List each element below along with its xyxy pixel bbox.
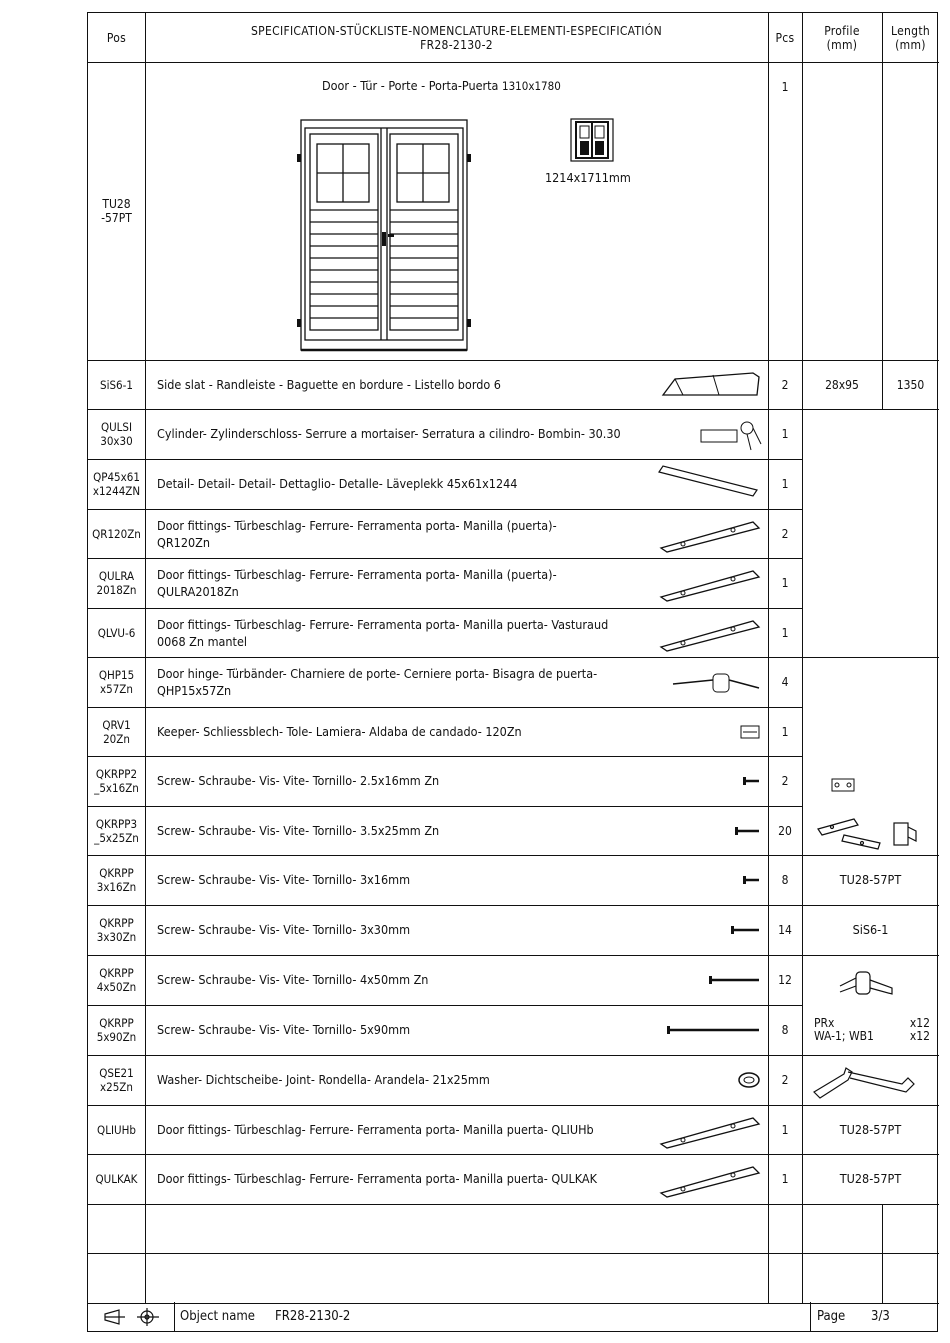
row-description: Washer- Dichtscheibe- Joint- Rondella- Arandela- 21x25mm — [157, 1072, 490, 1087]
object-label: Object name — [180, 1309, 255, 1324]
row-note-qty: x12 — [909, 1029, 930, 1043]
row-pos: QULKAK — [95, 1171, 138, 1186]
page-value: 3/3 — [871, 1309, 890, 1324]
row-pcs: 2 — [781, 773, 789, 788]
object-name: FR28-2130-2 — [275, 1309, 351, 1324]
row-description: Door fittings- Türbeschlag- Ferrure- Ferramenta porta- Manilla (puerta)- QR120Zn — [157, 517, 557, 550]
header-pcs: Pcs — [775, 30, 795, 45]
door-inner-size: 1214x1711mm — [545, 170, 631, 185]
row-pcs: 2 — [781, 526, 789, 541]
row-description: Side slat - Randleiste - Baguette en bordure - Listello bordo 6 — [157, 377, 501, 392]
row-description: Door hinge- Türbänder- Charniere de porte- Cerniere porta- Bisagra de puerta- QHP15x57Zn — [157, 665, 598, 698]
hardware-illustration-icon — [653, 464, 763, 504]
row-pos: QKRPP3 _5x25Zn — [94, 816, 139, 845]
header-profile-label: Profile — [824, 23, 860, 38]
row-note: TU28-57PT — [839, 1170, 902, 1186]
row-note: TU28-57PT — [839, 871, 902, 887]
hardware-illustration-icon — [653, 563, 763, 603]
row-pos: QULSI 30x30 — [100, 419, 133, 448]
row-pcs: 1 — [781, 426, 789, 441]
row-pcs: 4 — [781, 674, 789, 689]
row-note-item: PRx — [814, 1016, 835, 1030]
row-description: Door fittings- Türbeschlag- Ferrure- Ferramenta porta- Manilla puerta- Vasturaud 0068 Zn mantel — [157, 616, 609, 649]
row-pcs: 2 — [781, 1072, 789, 1087]
row-profile: 28x95 — [825, 377, 859, 392]
row-note: SiS6-1 — [852, 921, 889, 937]
handle-pair-icon — [810, 1058, 920, 1102]
row-length: 1350 — [896, 377, 925, 392]
row-pos: QKRPP2 _5x16Zn — [94, 766, 139, 795]
row-pos: QSE21 x25Zn — [99, 1065, 134, 1094]
row-pos: QP45x61 x1244ZN — [92, 469, 141, 498]
header-profile-unit: (mm) — [826, 37, 858, 52]
header-title: SPECIFICATION-STÜCKLISTE-NOMENCLATURE-ELEMENTI-ESPECIFICATIÓN — [251, 23, 662, 38]
door-title: Door - Tür - Porte - Porta-Puerta — [322, 78, 499, 93]
row-pos: QRV1 20Zn — [102, 717, 131, 746]
door-title-line — [322, 78, 561, 93]
header-title-block — [145, 13, 768, 62]
row-note-line — [814, 1030, 930, 1043]
hardware-illustration-icon — [653, 662, 763, 702]
row-note: TU28-57PT — [839, 1121, 902, 1137]
hardware-illustration-icon — [653, 860, 763, 900]
row-pos: QKRPP 3x16Zn — [96, 865, 137, 894]
row-pcs: 1 — [781, 1122, 789, 1137]
hardware-illustration-icon — [653, 761, 763, 801]
row-description: Door fittings- Türbeschlag- Ferrure- Ferramenta porta- Manilla (puerta)- QULRA2018Zn — [157, 566, 557, 599]
row-pos: QR120Zn — [92, 526, 141, 541]
hardware-illustration-icon — [653, 960, 763, 1000]
footer-divider — [810, 1302, 811, 1332]
row-description: Detail- Detail- Detail- Dettaglio- Detalle- Läveplekk 45x61x1244 — [157, 476, 518, 491]
row-line — [88, 1204, 939, 1205]
door-size: 1310x1780 — [502, 79, 561, 93]
row-note-item: WA-1; WB1 — [814, 1029, 874, 1043]
door-drawing-cell — [145, 62, 768, 360]
specification-sheet — [87, 12, 938, 1332]
row-pcs: 1 — [781, 1171, 789, 1186]
hardware-illustration-icon — [653, 811, 763, 851]
page-label: Page — [817, 1309, 846, 1324]
double-door-drawing — [295, 114, 475, 358]
hardware-illustration-icon — [653, 414, 763, 454]
keeper-small-icon — [830, 776, 856, 794]
hardware-illustration-icon — [653, 1010, 763, 1050]
header-length-label: Length — [890, 23, 931, 38]
hardware-illustration-icon — [653, 712, 763, 752]
row-pcs: 1 — [781, 724, 789, 739]
row-description: Keeper- Schliessblech- Tole- Lamiera- Aldaba de candado- 120Zn — [157, 724, 522, 739]
row-pcs: 14 — [778, 922, 792, 937]
row-pos: QLIUHb — [97, 1122, 136, 1137]
row-description: Screw- Schraube- Vis- Vite- Tornillo- 2.5x16mm Zn — [157, 773, 440, 788]
row-line — [88, 1253, 939, 1254]
row-pcs: 1 — [781, 476, 789, 491]
hardware-illustration-icon — [653, 910, 763, 950]
hardware-illustration-icon — [653, 1110, 763, 1150]
hardware-illustration-icon — [653, 365, 763, 405]
hardware-illustration-icon — [653, 613, 763, 653]
row-note-qty: x12 — [909, 1016, 930, 1030]
row-note-block — [814, 1017, 930, 1043]
row-pos: QLVU-6 — [97, 625, 136, 640]
row-pcs: 12 — [778, 972, 792, 987]
hardware-illustration-icon — [653, 1159, 763, 1199]
row-description: Screw- Schraube- Vis- Vite- Tornillo- 3x16mm — [157, 872, 411, 887]
hinge-pin-icon — [836, 968, 896, 998]
door-pcs: 1 — [781, 80, 789, 94]
row-pos: QKRPP 5x90Zn — [96, 1015, 137, 1044]
row-description: Screw- Schraube- Vis- Vite- Tornillo- 5x90mm — [157, 1022, 411, 1037]
row-pos: QHP15 x57Zn — [98, 667, 135, 696]
hinge-hardware-icon — [814, 813, 918, 851]
projection-symbol-icon — [101, 1307, 167, 1327]
row-pos: QKRPP 3x30Zn — [96, 915, 137, 944]
row-pcs: 20 — [778, 823, 792, 838]
col-divider-profile-top — [882, 13, 883, 409]
row-description: Screw- Schraube- Vis- Vite- Tornillo- 4x50mm Zn — [157, 972, 429, 987]
row-pcs: 8 — [781, 872, 789, 887]
row-description: Door fittings- Türbeschlag- Ferrure- Ferramenta porta- Manilla puerta- QULKAK — [157, 1171, 597, 1186]
header-length-unit: (mm) — [895, 37, 926, 52]
row-pcs: 8 — [781, 1022, 789, 1037]
header-pos: Pos — [106, 30, 127, 45]
row-pcs: 1 — [781, 625, 789, 640]
door-thumbnail-icon — [570, 118, 614, 162]
hardware-illustration-icon — [653, 514, 763, 554]
row-description: Screw- Schraube- Vis- Vite- Tornillo- 3x30mm — [157, 922, 411, 937]
title-block — [87, 1302, 938, 1332]
row-description: Cylinder- Zylinderschloss- Serrure a mortaiser- Serratura a cilindro- Bombin- 30.30 — [157, 426, 621, 441]
row-pos: QKRPP 4x50Zn — [96, 965, 137, 994]
door-pos: TU28 -57PT — [101, 197, 132, 225]
hardware-illustration-icon — [653, 1060, 763, 1100]
header-code: FR28-2130-2 — [420, 37, 493, 52]
row-description: Screw- Schraube- Vis- Vite- Tornillo- 3.5x25mm Zn — [157, 823, 440, 838]
header-length — [882, 13, 939, 62]
row-pos: SiS6-1 — [100, 377, 133, 392]
footer-divider — [174, 1302, 175, 1332]
row-pcs: 2 — [781, 377, 789, 392]
row-pcs: 1 — [781, 575, 789, 590]
header-profile — [802, 13, 882, 62]
row-pos: QULRA 2018Zn — [96, 568, 137, 597]
row-description: Door fittings- Türbeschlag- Ferrure- Ferramenta porta- Manilla puerta- QLIUHb — [157, 1122, 594, 1137]
